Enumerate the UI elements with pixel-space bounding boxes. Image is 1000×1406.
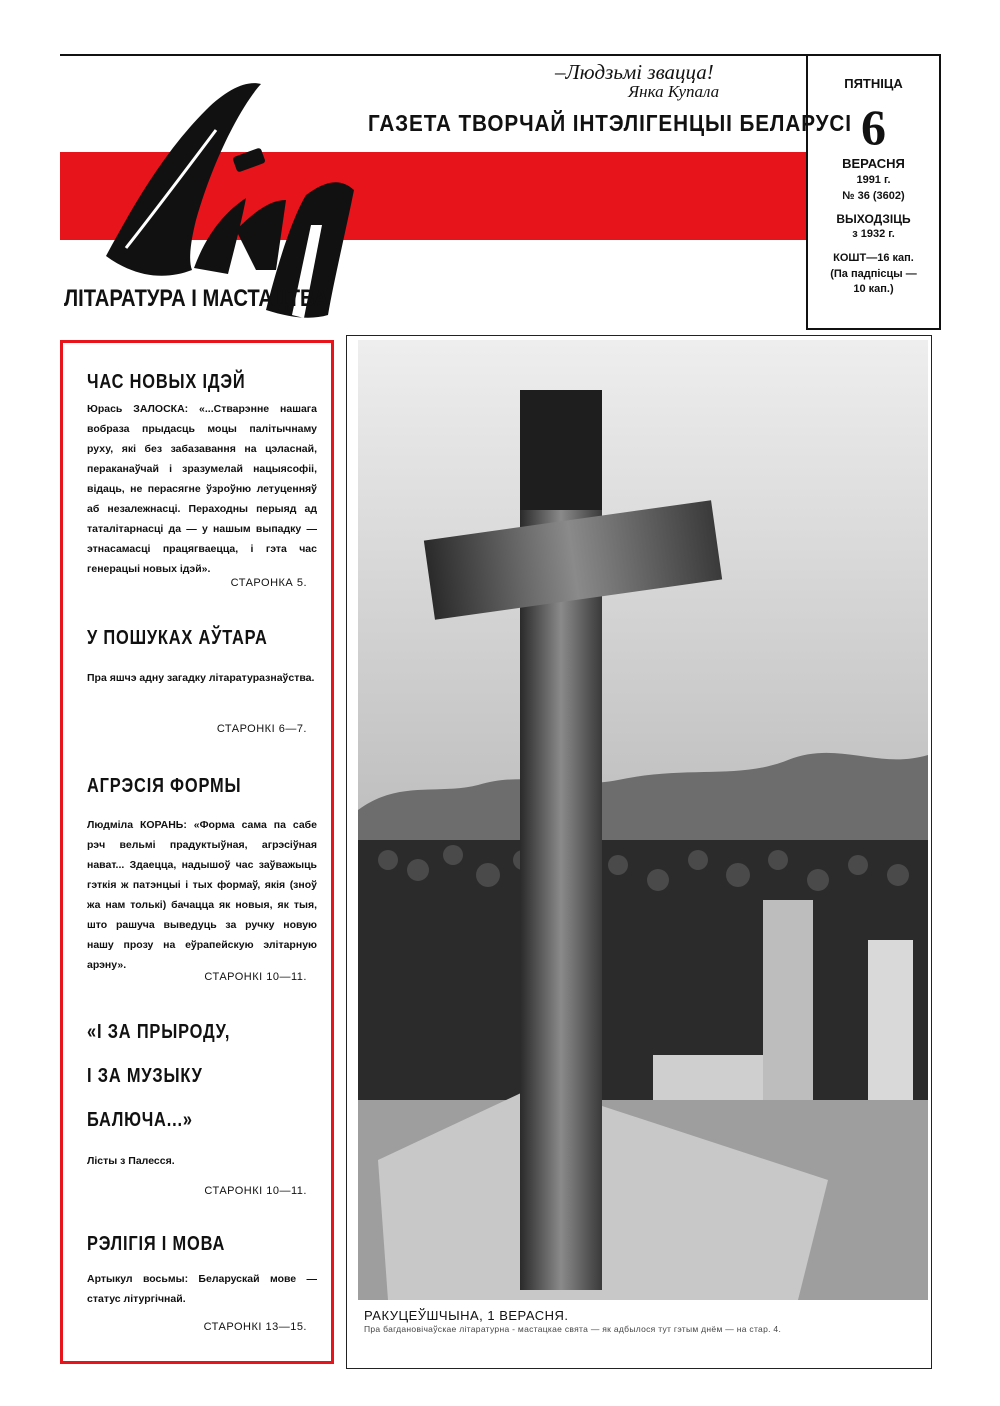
article-heading[interactable]: РЭЛІГІЯ І МОВА xyxy=(87,1233,226,1255)
issue-price: КОШТ—16 кап. xyxy=(833,252,914,264)
issue-number: № 36 (3602) xyxy=(842,190,905,202)
article-heading[interactable]: У ПОШУКАХ АЎТАРА xyxy=(87,627,268,649)
article-page-ref[interactable]: СТАРОНКА 5. xyxy=(230,577,307,589)
article-summary: Юрась ЗАЛОСКА: «...Стварэнне нашага вобраза прыдасць моцы палітычнаму руху, які без забазавання на цэласнай, пераканаўчай і зразумелай нацыясофіі, відаць, не перасягне ўзроўню летуценняў аб незалежнасці. Пераходны перыяд ад таталітарнасці да — у нашым выпадку — этнасамасці працягваецца, і гэта час генерацыі новых ідэй». xyxy=(87,403,317,575)
issue-year: 1991 г. xyxy=(856,174,891,186)
article-heading-line-2[interactable]: І ЗА МУЗЫКУ xyxy=(87,1065,203,1087)
issue-weekday: ПЯТНІЦА xyxy=(844,76,903,91)
masthead-subtitle: ГАЗЕТА ТВОРЧАЙ ІНТЭЛІГЕНЦЫІ БЕЛАРУСІ xyxy=(368,110,852,136)
article-summary: Пра яшчэ адну загадку літаратуразнаўства. xyxy=(87,672,315,684)
masthead-title: ЛІТАРАТУРА І МАСТАЦТВА xyxy=(64,285,329,312)
article-page-ref[interactable]: СТАРОНКІ 6—7. xyxy=(216,723,307,735)
quote-signature: Янка Купала xyxy=(628,82,720,101)
issue-info-box xyxy=(806,54,941,330)
article-page-ref[interactable]: СТАРОНКІ 10—11. xyxy=(204,1185,307,1197)
masthead-quote: –Людзьмі звацца! xyxy=(555,60,714,84)
article-summary: Людміла КОРАНЬ: «Форма сама па сабе рэч вельмі прадуктыўная, агрэсіўная нават... Здаецца, надышоў час заўважыць гэткія ж патэнцыі і тых формаў, якія (зноў жа нам толькі) бачацца як новыя, як тыя, што рашуча выведуць за ручку новую нашу прозу на еўрапейскую элітарную арэну». xyxy=(87,819,317,971)
article-heading[interactable]: АГРЭСІЯ ФОРМЫ xyxy=(87,775,242,797)
article-heading-line-3[interactable]: БАЛЮЧА...» xyxy=(87,1109,193,1131)
subscription-price-1: (Па падпісцы — xyxy=(830,268,917,280)
article-heading[interactable]: ЧАС НОВЫХ ІДЭЙ xyxy=(87,371,246,393)
front-photo xyxy=(358,340,928,1300)
article-summary: Артыкул восьмы: Беларускай мове — статус літургічнай. xyxy=(87,1273,317,1305)
cross-ceremony-image xyxy=(358,340,928,1300)
issue-month: ВЕРАСНЯ xyxy=(842,156,905,171)
photo-caption: РАКУЦЕЎШЧЫНА, 1 ВЕРАСНЯ. xyxy=(364,1308,569,1323)
since-year: з 1932 г. xyxy=(852,228,895,240)
issue-day: 6 xyxy=(861,99,886,155)
article-heading-line-1[interactable]: «І ЗА ПРЫРОДУ, xyxy=(87,1021,231,1043)
newspaper-logo xyxy=(96,60,366,322)
article-page-ref[interactable]: СТАРОНКІ 13—15. xyxy=(203,1321,307,1333)
contents-column xyxy=(60,340,334,1364)
photo-subcaption: Пра багдановічаўскае літаратурна - мастацкае свята — як адбылося тут гэтым днём — на стар. 4. xyxy=(364,1324,782,1334)
since-label: ВЫХОДЗІЦЬ xyxy=(836,212,911,226)
subscription-price-2: 10 кап.) xyxy=(853,283,894,295)
article-page-ref[interactable]: СТАРОНКІ 10—11. xyxy=(204,971,307,983)
article-summary: Лісты з Палесся. xyxy=(87,1155,175,1167)
